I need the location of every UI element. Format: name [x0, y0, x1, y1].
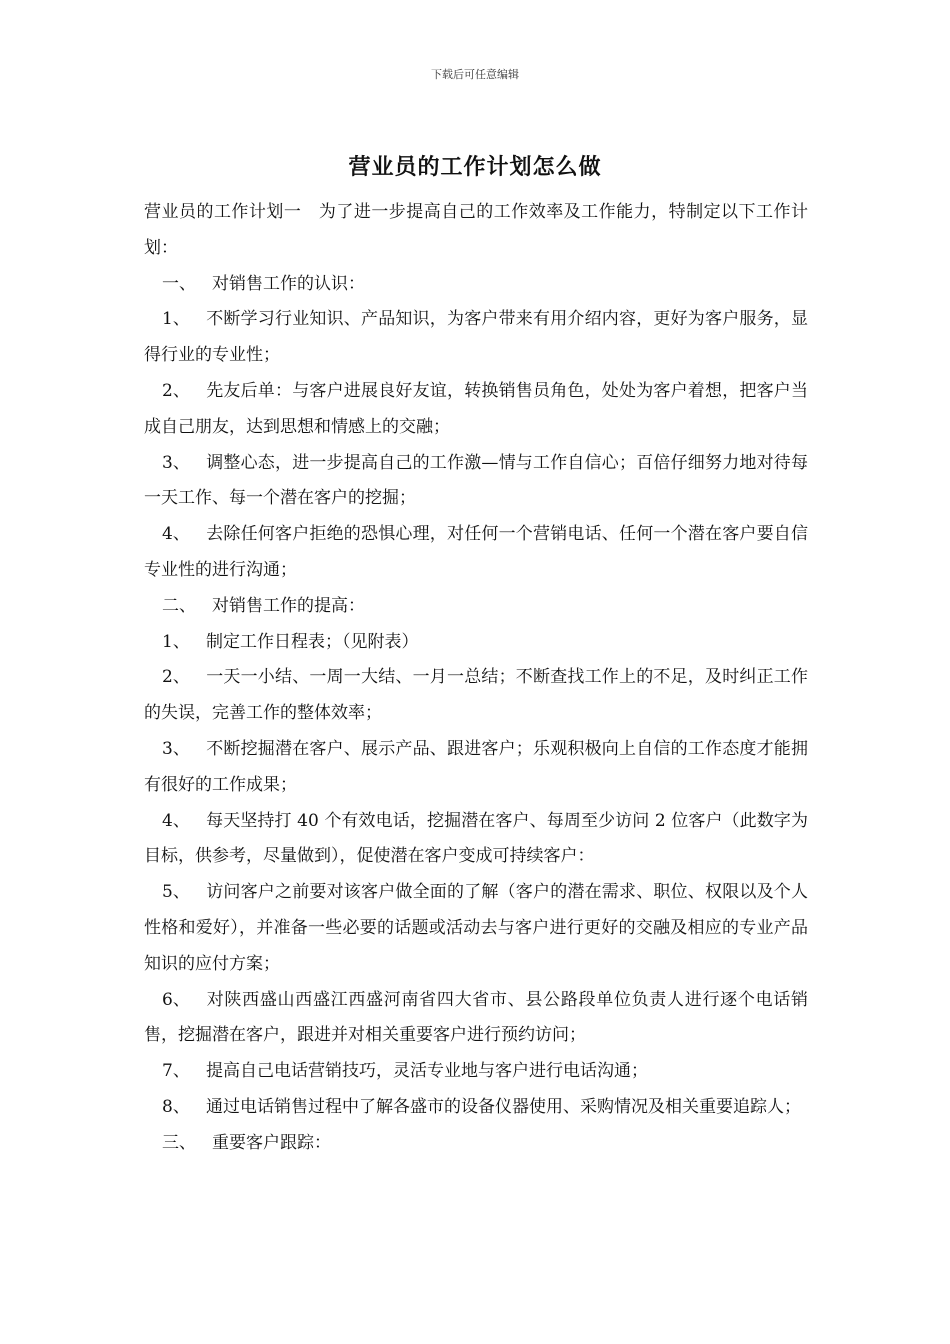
- item-text: 对陕西盛山西盛江西盛河南省四大省市、县公路段单位负责人进行逐个电话销售，挖掘潜在客户，跟进并对相关重要客户进行预约访问；: [144, 989, 808, 1046]
- list-item: [144, 983, 808, 1055]
- item-marker: 3、: [162, 452, 190, 473]
- item-marker: 1、: [162, 631, 190, 652]
- list-item: [144, 660, 808, 732]
- list-item: [144, 625, 808, 661]
- section-heading-text: 重要客户跟踪：: [212, 1132, 331, 1153]
- item-marker: 4、: [162, 524, 190, 545]
- list-item: [144, 732, 808, 804]
- document-body: [144, 195, 808, 1162]
- item-text: 去除任何客户拒绝的恐惧心理，对任何一个营销电话、任何一个潜在客户要自信专业性的进行沟通；: [144, 524, 808, 580]
- intro-paragraph: 营业员的工作计划一 为了进一步提高自己的工作效率及工作能力，特制定以下工作计划：: [144, 202, 808, 258]
- item-text: 通过电话销售过程中了解各盛市的设备仪器使用、采购情况及相关重要追踪人；: [206, 1096, 801, 1117]
- section-heading-1: [144, 267, 808, 303]
- document-title: 营业员的工作计划怎么做: [348, 154, 602, 180]
- section-marker: 三、: [162, 1132, 196, 1153]
- list-item: [144, 374, 808, 446]
- section-marker: 二、: [162, 595, 196, 616]
- item-marker: 1、: [162, 309, 190, 330]
- item-text: 先友后单：与客户进展良好友谊，转换销售员角色，处处为客户着想，把客户当成自己朋友，达到思想和情感上的交融；: [144, 380, 808, 437]
- item-marker: 3、: [162, 738, 190, 759]
- item-marker: 2、: [162, 380, 190, 401]
- section-marker: 一、: [162, 273, 196, 294]
- item-marker: 6、: [162, 989, 190, 1010]
- item-text: 提高自己电话营销技巧，灵活专业地与客户进行电话沟通；: [206, 1061, 648, 1082]
- item-text: 制定工作日程表；（见附表）: [206, 631, 419, 652]
- list-item: [144, 446, 808, 518]
- item-marker: 7、: [162, 1061, 190, 1082]
- header-note: 下载后可任意编辑: [431, 68, 519, 81]
- item-text: 不断学习行业知识、产品知识，为客户带来有用介绍内容，更好为客户服务，显得行业的专业性；: [144, 309, 808, 366]
- section-heading-text: 对销售工作的认识：: [212, 273, 365, 294]
- list-item: [144, 875, 808, 982]
- item-text: 不断挖掘潜在客户、展示产品、跟进客户；乐观积极向上自信的工作态度才能拥有很好的工作成果；: [144, 738, 808, 795]
- list-item: [144, 1090, 808, 1126]
- list-item: [144, 517, 808, 589]
- item-marker: 4、: [162, 810, 190, 831]
- item-text: 访问客户之前要对该客户做全面的了解（客户的潜在需求、职位、权限以及个人性格和爱好），并准备一些必要的话题或活动去与客户进行更好的交融及相应的专业产品知识的应付方案；: [144, 882, 808, 974]
- item-text: 一天一小结、一周一大结、一月一总结；不断查找工作上的不足，及时纠正工作的失误，完善工作的整体效率；: [144, 667, 808, 724]
- section-heading-3: [144, 1126, 808, 1162]
- list-item: [144, 302, 808, 374]
- item-text: 每天坚持打 40 个有效电话，挖掘潜在客户、每周至少访问 2 位客户（此数字为目标，供参考，尽量做到），促使潜在客户变成可持续客户：: [144, 810, 808, 867]
- item-marker: 8、: [162, 1096, 190, 1117]
- item-marker: 2、: [162, 667, 190, 688]
- item-text: 调整心态，进一步提高自己的工作激—情与工作自信心；百倍仔细努力地对待每一天工作、每一个潜在客户的挖掘；: [144, 452, 808, 509]
- section-heading-2: [144, 589, 808, 625]
- list-item: [144, 1054, 808, 1090]
- list-item: [144, 804, 808, 876]
- section-heading-text: 对销售工作的提高：: [212, 595, 365, 616]
- item-marker: 5、: [162, 882, 190, 903]
